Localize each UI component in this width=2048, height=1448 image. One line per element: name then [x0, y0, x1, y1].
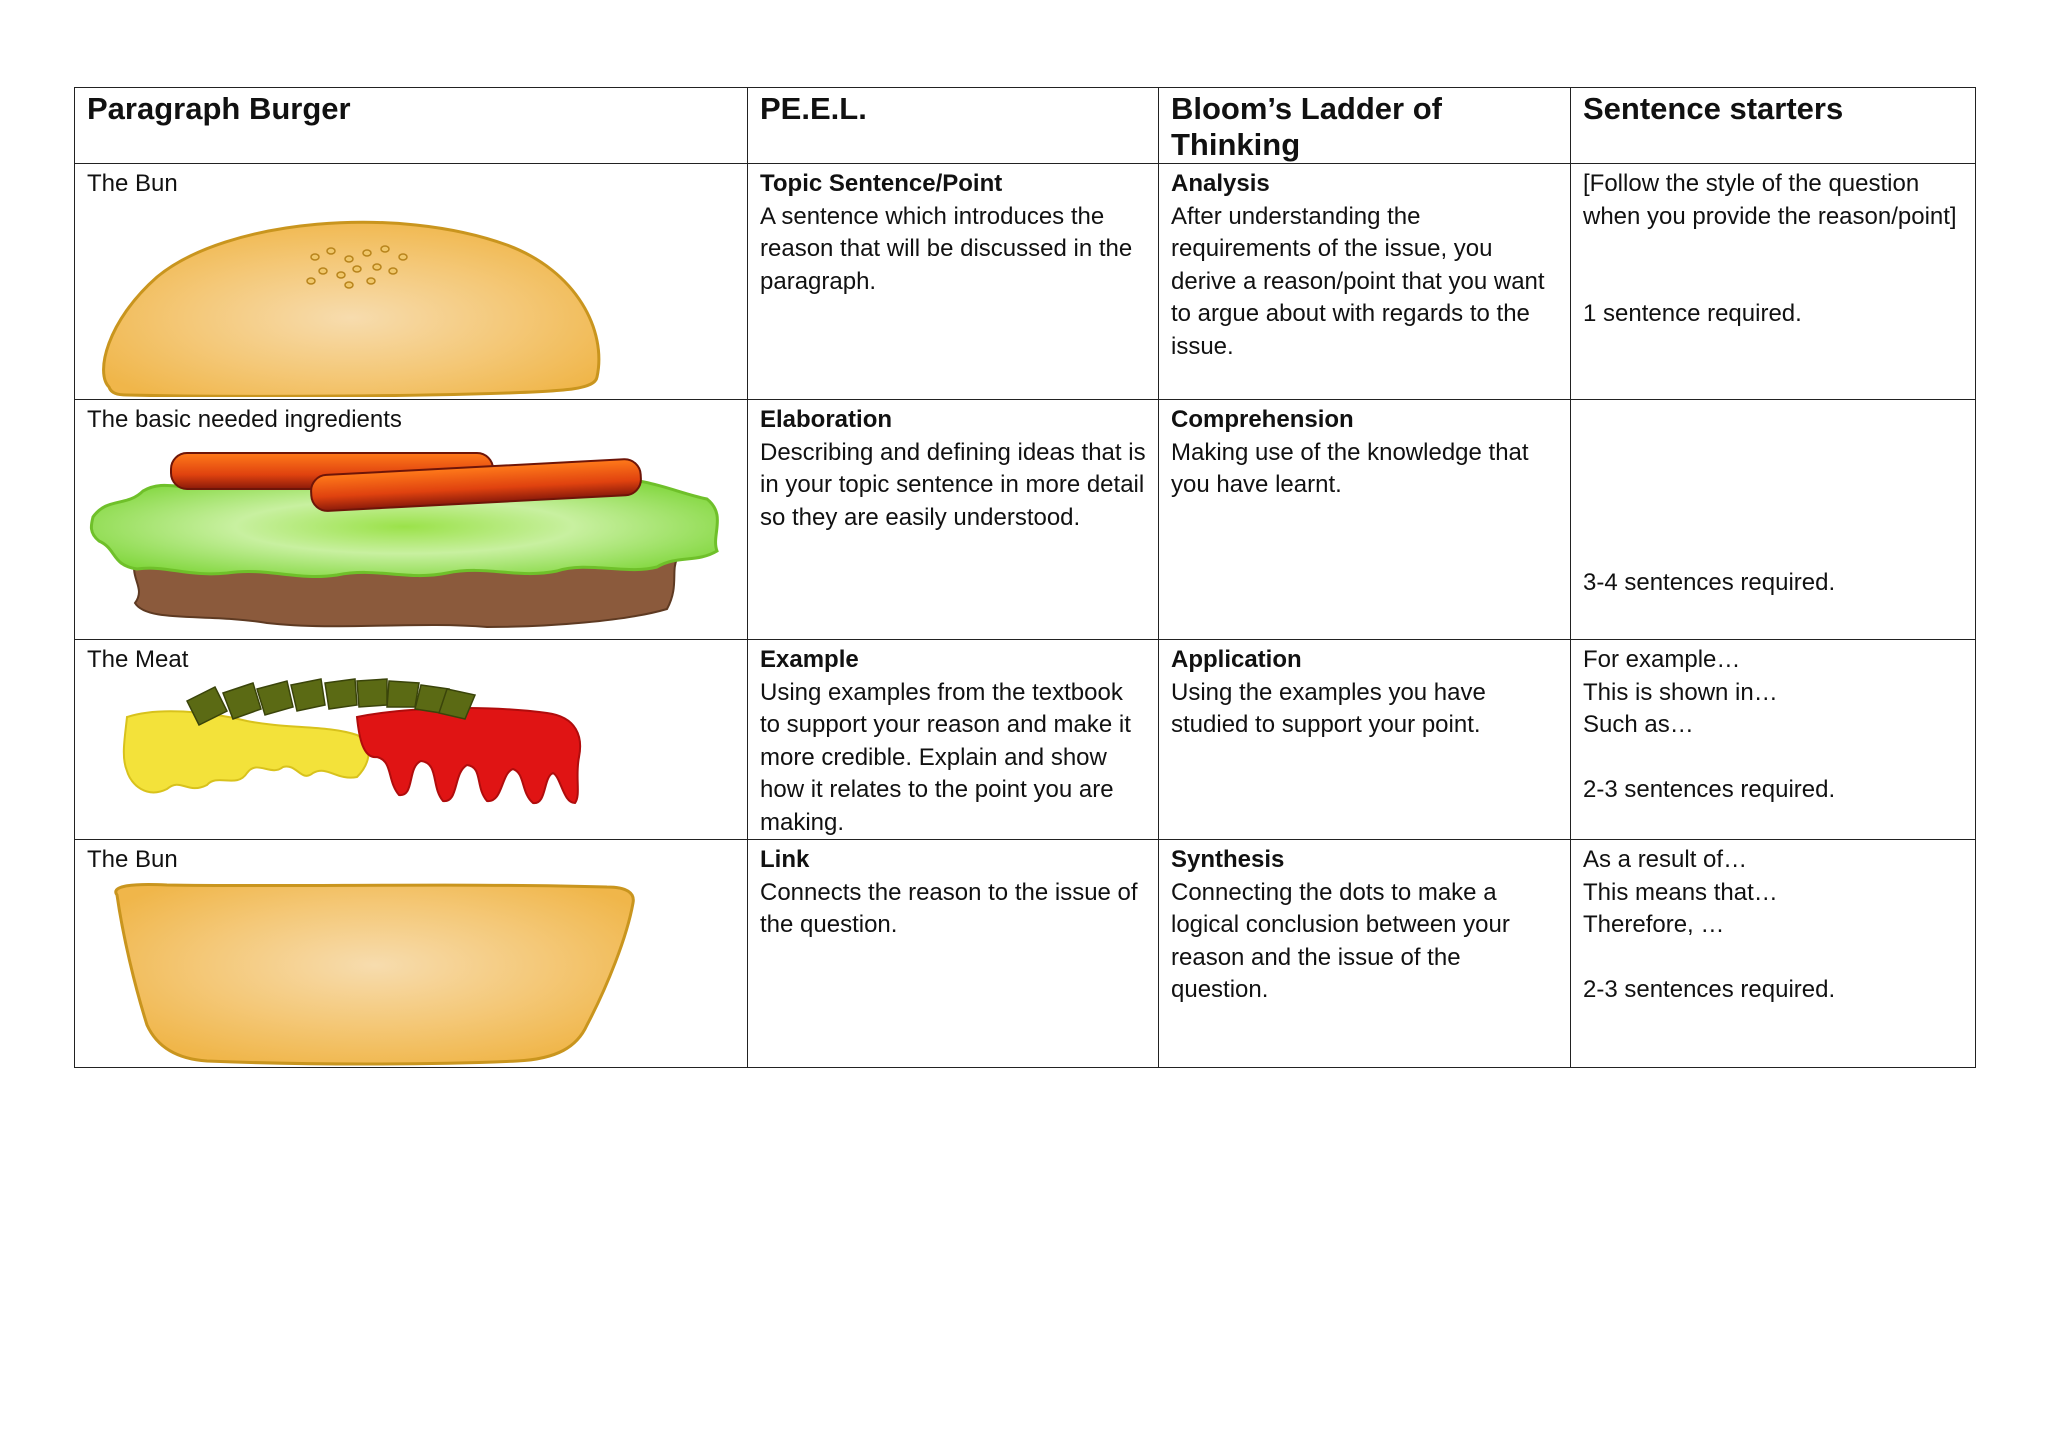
sentence-starter: As a result of…: [1583, 846, 1748, 873]
burger-layer-cell: [75, 164, 748, 400]
peel-cell: [748, 400, 1159, 640]
table-row: [75, 840, 1976, 1068]
sentence-starter: [Follow the style of the question when you provide the reason/point]: [1583, 170, 1957, 230]
peel-description: Describing and defining ideas that is in your topic sentence in more detail so they are easily understood.: [760, 438, 1146, 531]
cheese-pickle-ketchup-icon: [87, 677, 647, 807]
sentences-required: 2-3 sentences required.: [1583, 976, 1836, 1003]
spacer: [1583, 502, 1963, 535]
sentence-starter: Such as…: [1583, 711, 1694, 738]
spacer: [1583, 266, 1963, 299]
header-blooms-ladder: Bloom’s Ladder of Thinking: [1159, 88, 1571, 164]
spacer: [1583, 742, 1963, 775]
bloom-term: Application: [1171, 646, 1302, 673]
bloom-description: After understanding the requirements of the issue, you derive a reason/point that you want to argue about with regards to the issue.: [1171, 202, 1545, 360]
sentences-required: 2-3 sentences required.: [1583, 776, 1836, 803]
layer-label: The Bun: [87, 846, 178, 873]
sentence-starter: This means that…: [1583, 878, 1778, 906]
peel-term: Example: [760, 646, 859, 673]
bloom-description: Making use of the knowledge that you have learnt.: [1171, 438, 1529, 498]
header-paragraph-burger: Paragraph Burger: [75, 88, 748, 164]
header-row: [75, 88, 1976, 164]
spacer: [1583, 534, 1963, 567]
burger-layer-cell: [75, 640, 748, 840]
layer-label: The basic needed ingredients: [87, 406, 402, 433]
top-bun-icon: [87, 201, 727, 397]
spacer: [1583, 233, 1963, 266]
table-row: [75, 640, 1976, 840]
sentence-starters-cell: [1571, 164, 1976, 400]
bloom-term: Analysis: [1171, 170, 1270, 197]
peel-description: Using examples from the textbook to support your reason and make it more credible. Explain and show how it relates to the point you are making.: [760, 678, 1131, 836]
peel-description: Connects the reason to the issue of the question.: [760, 878, 1138, 938]
burger-layer-cell: [75, 840, 748, 1068]
bloom-cell: [1159, 840, 1571, 1068]
header-sentence-starters: Sentence starters: [1571, 88, 1976, 164]
layer-label: The Bun: [87, 170, 178, 197]
sentence-starter: Therefore, …: [1583, 911, 1725, 938]
bloom-term: Comprehension: [1171, 406, 1354, 433]
bloom-cell: [1159, 640, 1571, 840]
spacer: [1583, 437, 1963, 470]
paragraph-burger-table: [74, 87, 1976, 1068]
bottom-bun-icon: [87, 877, 727, 1067]
peel-term: Link: [760, 846, 810, 873]
sentence-starters-cell: [1571, 400, 1976, 640]
peel-term: Elaboration: [760, 406, 893, 433]
peel-cell: [748, 840, 1159, 1068]
spacer: [1583, 404, 1963, 437]
sentence-starters-cell: [1571, 640, 1976, 840]
layer-label: The Meat: [87, 646, 189, 673]
burger-layer-cell: [75, 400, 748, 640]
table-row: [75, 164, 1976, 400]
bloom-description: Connecting the dots to make a logical conclusion between your reason and the issue of the question.: [1171, 878, 1510, 1003]
table-row: [75, 400, 1976, 640]
bloom-cell: [1159, 400, 1571, 640]
sentences-required: 1 sentence required.: [1583, 300, 1802, 327]
spacer: [1583, 469, 1963, 502]
peel-cell: [748, 640, 1159, 840]
peel-description: A sentence which introduces the reason that will be discussed in the paragraph.: [760, 202, 1133, 295]
sentence-starter: This is shown in…: [1583, 678, 1778, 706]
peel-term: Topic Sentence/Point: [760, 170, 1003, 197]
sentence-starter: For example…: [1583, 646, 1741, 673]
sentence-starters-cell: [1571, 840, 1976, 1068]
lettuce-tomato-patty-icon: [87, 437, 737, 633]
bloom-description: Using the examples you have studied to support your point.: [1171, 678, 1486, 738]
bloom-term: Synthesis: [1171, 846, 1285, 873]
peel-cell: [748, 164, 1159, 400]
header-peel: PE.E.L.: [748, 88, 1159, 164]
bloom-cell: [1159, 164, 1571, 400]
sentences-required: 3-4 sentences required.: [1583, 568, 1836, 596]
spacer: [1583, 942, 1963, 975]
